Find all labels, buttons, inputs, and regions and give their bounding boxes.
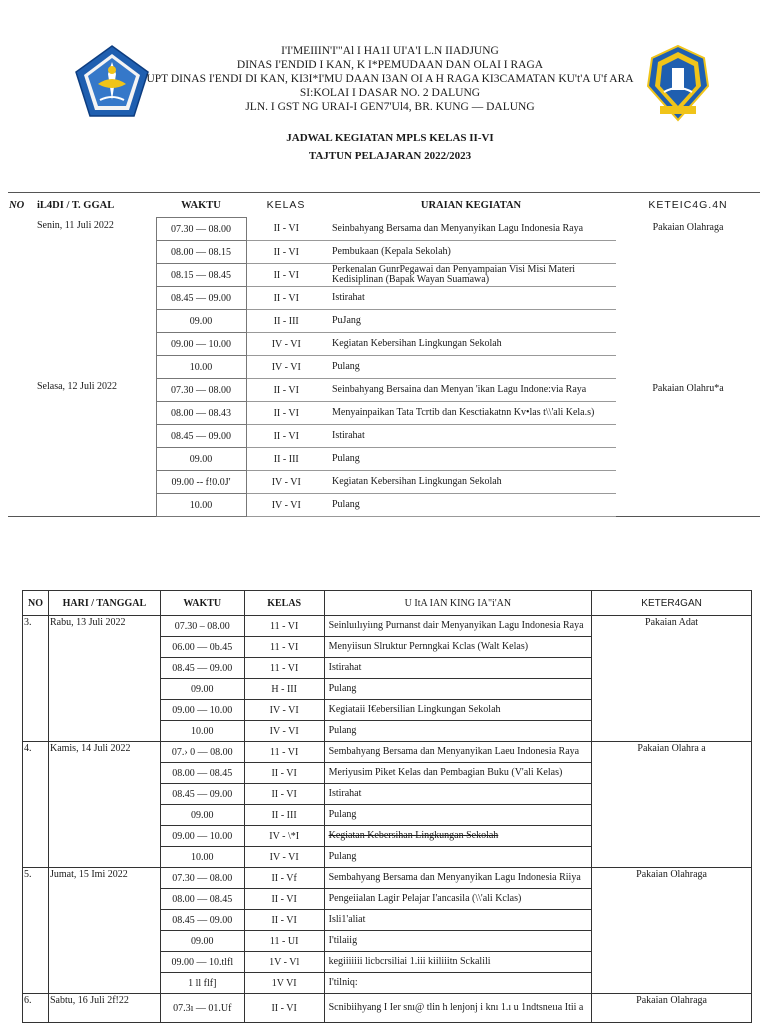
uraian-cell: Seinbahyang Bersaina dan Menyan 'ikan Lagu Indone:via Raya bbox=[326, 379, 616, 402]
kelas-cell: II - VI bbox=[246, 402, 326, 425]
waktu-cell: 06.00 — 0b.45 bbox=[160, 637, 244, 658]
table-row bbox=[23, 742, 752, 763]
waktu-cell: 09.00 — 10.00 bbox=[156, 333, 246, 356]
uraian-cell: kegiiiiiii licbcrsiliai 1.iii kiiliiitn Sckalili bbox=[324, 952, 592, 973]
title-line-1: JADWAL KEGIATAN MPLS KELAS II-VI bbox=[286, 132, 494, 144]
waktu-cell: 08.00 — 08.43 bbox=[156, 402, 246, 425]
waktu-cell: 07.30 — 08.00 bbox=[156, 218, 246, 241]
table-header-row bbox=[8, 193, 760, 218]
letterhead-line-4: SI:KOLAI I DASAR NO. 2 DALUNG bbox=[299, 87, 481, 99]
col-kelas: KELAS bbox=[266, 199, 306, 212]
kelas-cell: IV - VI bbox=[244, 721, 324, 742]
waktu-cell: 09.00 -- f!0.0J' bbox=[156, 471, 246, 494]
col-waktu: WAKTU bbox=[160, 591, 244, 616]
waktu-cell: 08.45 — 09.00 bbox=[160, 910, 244, 931]
waktu-cell: 08.45 — 09.00 bbox=[156, 287, 246, 310]
keterangan-cell: Pakaian Olahra a bbox=[592, 742, 752, 868]
keterangan-cell: Pakaian Adat bbox=[592, 616, 752, 742]
kelas-cell: 11 - VI bbox=[244, 742, 324, 763]
day-cell: Kamis, 14 Juli 2022 bbox=[48, 742, 160, 868]
uraian-cell: Pulang bbox=[326, 448, 616, 471]
waktu-cell: 09.00 — 10.tlfl bbox=[160, 952, 244, 973]
table-row bbox=[8, 379, 760, 402]
uraian-cell: Kegiatan Kebersihan Lingkungan Sekolah bbox=[326, 333, 616, 356]
uraian-cell: Isli1'aliat bbox=[324, 910, 592, 931]
schedule-table-2 bbox=[22, 590, 752, 1023]
kelas-cell: II - VI bbox=[244, 994, 324, 1023]
uraian-cell: Menyiisun Slruktur Pernngkai Kclas (Walt Kelas) bbox=[324, 637, 592, 658]
col-uraian: URAIAN KEGIATAN bbox=[420, 199, 522, 211]
kelas-cell: IV - VI bbox=[244, 847, 324, 868]
keterangan-cell: Pakaian Olahru*a bbox=[652, 382, 724, 394]
table-row bbox=[8, 218, 760, 241]
letterhead-line-5: JLN. I GST NG URAI-I GEN7'Ul4, BR. KUNG — DALUNG bbox=[245, 101, 535, 113]
uraian-cell: Istirahat bbox=[324, 784, 592, 805]
waktu-cell: 08.45 — 09.00 bbox=[160, 658, 244, 679]
waktu-cell: 08.00 — 08.45 bbox=[160, 889, 244, 910]
waktu-cell: 09.00 bbox=[160, 805, 244, 826]
uraian-cell: Menyainpaikan Tata Tcrtib dan Kesctiakatnn Kv•las t\\'ali Kela.s) bbox=[326, 402, 616, 425]
bali-logo bbox=[642, 44, 714, 124]
waktu-cell: 10.00 bbox=[160, 721, 244, 742]
col-keterangan: KETEIC4G.4N bbox=[648, 199, 728, 212]
waktu-cell: 08.45 — 09.00 bbox=[160, 784, 244, 805]
uraian-cell: Perkenalan GunrPegawai dan Penyampaian Visi Misi Materi Kedisiplinan (Bapak Wayan Suamawa) bbox=[326, 264, 616, 287]
letterhead-line-2: DINAS I'ENDID I KAN, K I*PEMUDAAN DAN OLAI I RAGA bbox=[236, 59, 544, 71]
table-row bbox=[23, 868, 752, 889]
uraian-cell: Pulang bbox=[324, 805, 592, 826]
uraian-cell: Pulang bbox=[326, 356, 616, 379]
uraian-cell: Seinbahyang Bersama dan Menyanyikan Lagu Indonesia Raya bbox=[326, 218, 616, 241]
document-title bbox=[180, 132, 600, 162]
kelas-cell: II - III bbox=[246, 310, 326, 333]
waktu-cell: 1 ll flf] bbox=[160, 973, 244, 994]
kelas-cell: II - VI bbox=[244, 889, 324, 910]
letterhead bbox=[130, 44, 650, 114]
uraian-cell: I'tilaiig bbox=[324, 931, 592, 952]
col-no: NO bbox=[23, 591, 49, 616]
col-no: NO bbox=[9, 199, 25, 211]
no-cell: 5. bbox=[23, 868, 49, 994]
kelas-cell: II - VI bbox=[246, 425, 326, 448]
waktu-cell: 08.45 — 09.00 bbox=[156, 425, 246, 448]
col-hari-tanggal: iL4DI / T. GGAL bbox=[37, 199, 115, 211]
kelas-cell: II - VI bbox=[246, 241, 326, 264]
waktu-cell: 09.00 bbox=[160, 931, 244, 952]
day-cell: Senin, 11 Juli 2022 bbox=[37, 219, 114, 231]
kelas-cell: IV - \*I bbox=[244, 826, 324, 847]
keterangan-cell: Pakaian Olahraga bbox=[592, 868, 752, 994]
letterhead-line-3: UPT DINAS I'ENDI DI KAN, KI3I*I'MU DAAN I3AN OI A H RAGA KI3CAMATAN KU't'A U'f ARA bbox=[146, 73, 634, 85]
waktu-cell: 07.3ı — 01.Uf bbox=[160, 994, 244, 1023]
kelas-cell: II - VI bbox=[246, 379, 326, 402]
letterhead-line-1: I'I'MEIIIN'I'"Al I HA1I UI'A'I L.N IIADJUNG bbox=[281, 45, 499, 57]
kelas-cell: 11 - VI bbox=[244, 637, 324, 658]
waktu-cell: 09.00 bbox=[160, 679, 244, 700]
waktu-cell: 10.00 bbox=[160, 847, 244, 868]
col-kelas: KELAS bbox=[244, 591, 324, 616]
col-uraian: U ItA IAN KING IA"i'AN bbox=[324, 591, 592, 616]
waktu-cell: 09.00 bbox=[156, 448, 246, 471]
day-cell: Selasa, 12 Juli 2022 bbox=[37, 380, 117, 392]
waktu-cell: 09.00 bbox=[156, 310, 246, 333]
no-cell: 4. bbox=[23, 742, 49, 868]
waktu-cell: 10.00 bbox=[156, 356, 246, 379]
col-keterangan: KETER4GAN bbox=[592, 591, 752, 616]
waktu-cell: 07.30 — 08.00 bbox=[156, 379, 246, 402]
uraian-cell: Pulang bbox=[326, 494, 616, 517]
col-waktu: WAKTU bbox=[181, 199, 221, 211]
kelas-cell: II - III bbox=[244, 805, 324, 826]
kelas-cell: II - VI bbox=[246, 218, 326, 241]
kelas-cell: II - VI bbox=[246, 264, 326, 287]
no-cell: 3. bbox=[23, 616, 49, 742]
waktu-cell: 09.00 — 10.00 bbox=[160, 700, 244, 721]
uraian-cell: Istirahat bbox=[326, 287, 616, 310]
kelas-cell: 11 - VI bbox=[244, 616, 324, 637]
table-row bbox=[23, 994, 752, 1023]
waktu-cell: 07.30 – 08.00 bbox=[160, 616, 244, 637]
day-cell: Rabu, 13 Juli 2022 bbox=[48, 616, 160, 742]
uraian-cell: Pulang bbox=[324, 721, 592, 742]
uraian-cell: Kegiatan Kebersihan Lingkungan Sekolah bbox=[326, 471, 616, 494]
day-cell: Jumat, 15 Imi 2022 bbox=[48, 868, 160, 994]
kelas-cell: H - III bbox=[244, 679, 324, 700]
uraian-cell: I'tilniq: bbox=[324, 973, 592, 994]
waktu-cell: 08.00 — 08.45 bbox=[160, 763, 244, 784]
kelas-cell: II - VI bbox=[246, 287, 326, 310]
uraian-cell: Pembukaan (Kepala Sekolah) bbox=[326, 241, 616, 264]
kelas-cell: II - III bbox=[246, 448, 326, 471]
uraian-cell: PuJang bbox=[326, 310, 616, 333]
uraian-cell: Sembahyang Bersama dan Menyanyikan Lagu Indonesia Riiya bbox=[324, 868, 592, 889]
waktu-cell: 09.00 — 10.00 bbox=[160, 826, 244, 847]
waktu-cell: 10.00 bbox=[156, 494, 246, 517]
kelas-cell: II - VI bbox=[244, 784, 324, 805]
kelas-cell: 1V - Vl bbox=[244, 952, 324, 973]
uraian-cell: Pengeiialan Lagir Pelajar I'ancasila (\\'ali Kclas) bbox=[324, 889, 592, 910]
waktu-cell: 07.› 0 — 08.00 bbox=[160, 742, 244, 763]
no-cell: 6. bbox=[23, 994, 49, 1023]
day-cell: Sabtu, 16 Juli 2f!22 bbox=[48, 994, 160, 1023]
uraian-cell: Kegiatan Kebersihan Lingkungan Sekolah bbox=[324, 826, 592, 847]
waktu-cell: 07.30 — 08.00 bbox=[160, 868, 244, 889]
uraian-cell: Pulang bbox=[324, 847, 592, 868]
uraian-cell: Pulang bbox=[324, 679, 592, 700]
kelas-cell: 11 - UI bbox=[244, 931, 324, 952]
waktu-cell: 08.15 — 08.45 bbox=[156, 264, 246, 287]
uraian-cell: Scnibiihyang I Ier snı@ tlin h lenjonj i knı 1.ı u 1ndtsneııa Itii a bbox=[324, 994, 592, 1023]
kelas-cell: 11 - VI bbox=[244, 658, 324, 679]
kelas-cell: II - Vf bbox=[244, 868, 324, 889]
keterangan-cell: Pakaian Olahraga bbox=[592, 994, 752, 1023]
kelas-cell: IV - VI bbox=[246, 356, 326, 379]
kelas-cell: IV - VI bbox=[246, 333, 326, 356]
kelas-cell: II - VI bbox=[244, 910, 324, 931]
kelas-cell: IV - VI bbox=[246, 471, 326, 494]
uraian-cell: Seinluılıyiıng Purnanst dair Menyanyikan Lagu Indonesia Raya bbox=[324, 616, 592, 637]
kelas-cell: IV - VI bbox=[244, 700, 324, 721]
kelas-cell: IV - VI bbox=[246, 494, 326, 517]
kelas-cell: II - VI bbox=[244, 763, 324, 784]
schedule-table-1 bbox=[8, 192, 760, 517]
kelas-cell: 1V VI bbox=[244, 973, 324, 994]
uraian-cell: Meriyusim Piket Kelas dan Pembagian Buku (V'ali Kelas) bbox=[324, 763, 592, 784]
col-hari-tanggal: HARI / TANGGAL bbox=[48, 591, 160, 616]
title-line-2: TAJTUN PELAJARAN 2022/2023 bbox=[308, 150, 472, 162]
uraian-cell: Istirahat bbox=[324, 658, 592, 679]
keterangan-cell: Pakaian Olahraga bbox=[652, 221, 724, 233]
uraian-cell: Sembahyang Bersama dan Menyanyikan Laeu Indonesia Raya bbox=[324, 742, 592, 763]
table-header-row bbox=[23, 591, 752, 616]
uraian-cell: Kegiataii I€ebersilian Lingkungan Sekolah bbox=[324, 700, 592, 721]
uraian-cell: Istirahat bbox=[326, 425, 616, 448]
table-row bbox=[23, 616, 752, 637]
waktu-cell: 08.00 — 08.15 bbox=[156, 241, 246, 264]
